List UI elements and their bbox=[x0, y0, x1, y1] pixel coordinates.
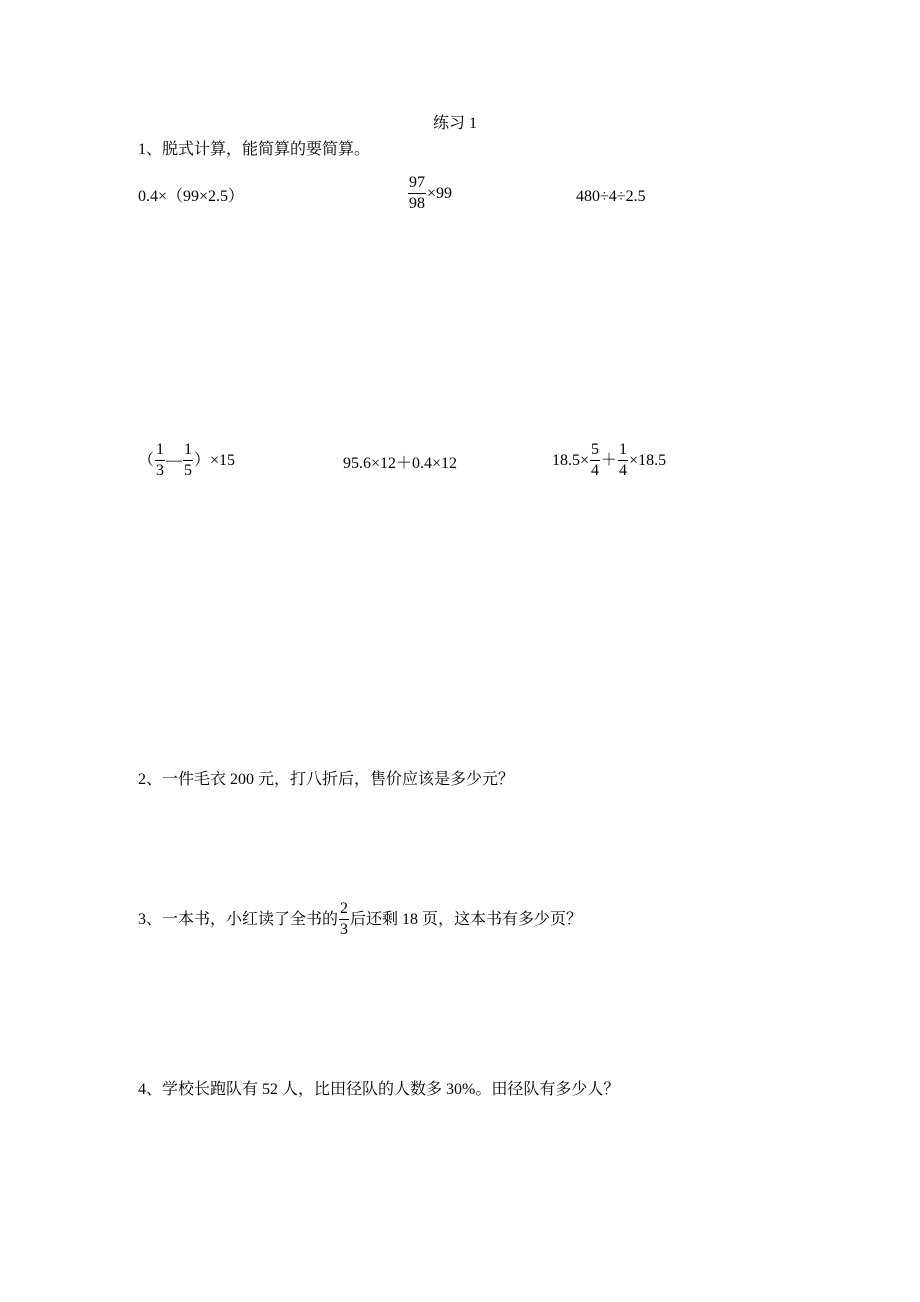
fraction-5-4 bbox=[590, 441, 600, 480]
fraction-denominator: 4 bbox=[619, 462, 628, 479]
minus-sign: — bbox=[166, 451, 183, 469]
problem-4 bbox=[138, 441, 235, 480]
question-2: 2、一件毛衣 200 元，打八折后，售价应该是多少元？ bbox=[138, 771, 515, 788]
problem-6-head: 18.5× bbox=[552, 451, 590, 469]
question-3 bbox=[138, 900, 582, 939]
fraction-numerator: 2 bbox=[339, 900, 349, 920]
fraction-1-3 bbox=[155, 441, 165, 480]
open-paren: （ bbox=[138, 451, 155, 469]
fraction-2-3 bbox=[339, 900, 349, 939]
fraction-numerator: 1 bbox=[155, 441, 165, 461]
question-4: 4、学校长跑队有 52 人，比田径队的人数多 30%。田径队有多少人？ bbox=[138, 1081, 620, 1098]
fraction-numerator: 5 bbox=[590, 441, 600, 461]
problem-6-tail: ×18.5 bbox=[629, 451, 667, 469]
fraction-97-98 bbox=[408, 174, 426, 213]
section1-heading: 1、脱式计算，能简算的要简算。 bbox=[138, 141, 371, 158]
fraction-1-5 bbox=[183, 441, 193, 480]
plus-sign: ＋ bbox=[601, 451, 618, 469]
fraction-1-4 bbox=[618, 441, 628, 480]
problem-2 bbox=[407, 174, 452, 213]
problem-5: 95.6×12＋0.4×12 bbox=[343, 455, 458, 472]
problem-4-tail: ）×15 bbox=[194, 451, 236, 469]
problem-2-tail: ×99 bbox=[427, 184, 453, 202]
fraction-denominator: 98 bbox=[409, 195, 425, 212]
page-title: 练习 1 bbox=[433, 115, 478, 132]
problem-3: 480÷4÷2.5 bbox=[576, 188, 646, 205]
fraction-numerator: 1 bbox=[183, 441, 193, 461]
fraction-denominator: 5 bbox=[184, 462, 193, 479]
problem-1: 0.4×（99×2.5） bbox=[138, 188, 245, 205]
fraction-numerator: 97 bbox=[408, 174, 426, 194]
fraction-denominator: 3 bbox=[340, 921, 349, 938]
question-3-tail: 后还剩 18 页，这本书有多少页？ bbox=[350, 910, 583, 928]
fraction-denominator: 3 bbox=[156, 462, 165, 479]
question-3-head: 3、一本书，小红读了全书的 bbox=[138, 910, 339, 928]
fraction-denominator: 4 bbox=[591, 462, 600, 479]
fraction-numerator: 1 bbox=[618, 441, 628, 461]
problem-6 bbox=[552, 441, 666, 480]
